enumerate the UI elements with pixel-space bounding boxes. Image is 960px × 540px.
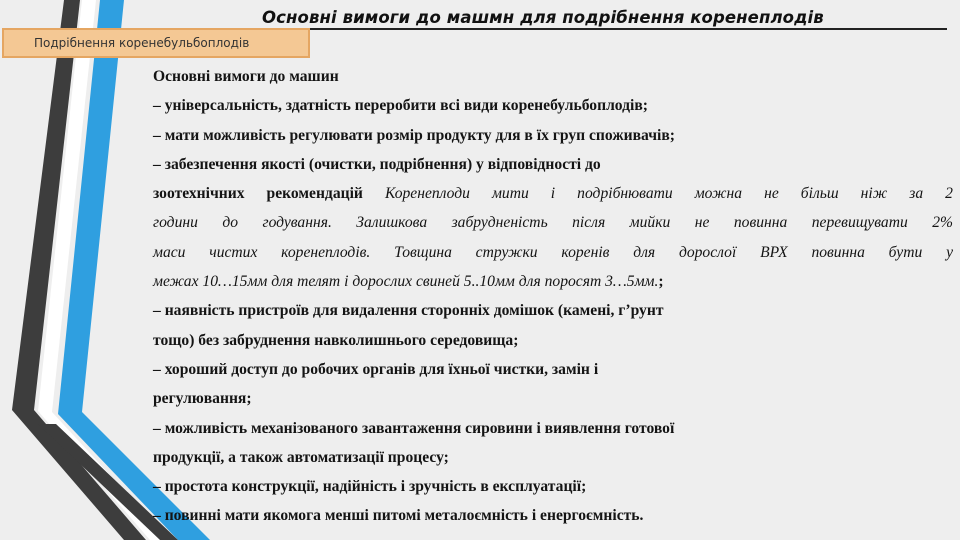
title-underline xyxy=(265,28,947,30)
body-line: тощо) без забруднення навколишнього середовища; xyxy=(153,331,519,349)
body-line: Основні вимоги до машин xyxy=(153,68,339,85)
body-line: – повинні мати якомога менші питомі металоємність і енергоємність. xyxy=(153,507,644,525)
body-line xyxy=(153,267,953,296)
slide-body xyxy=(153,62,953,531)
body-line: – простота конструкції, надійність і зручність в експлуатації; xyxy=(153,478,587,496)
body-line: продукції, а також автоматизації процесу; xyxy=(153,448,449,466)
body-line-italic: години до годування. Залишкова забрудненість після мийки не повинна перевищувати 2% xyxy=(153,214,953,232)
body-line: – хороший доступ до робочих органів для їхньої чистки, замін і xyxy=(153,360,599,378)
body-line-italic: маси чистих коренеплодів. Товщина стружки коренів для дорослої ВРХ повинна бути у xyxy=(153,243,953,261)
body-line: – наявність пристроїв для видалення сторонніх домішок (камені, г’рунт xyxy=(153,302,664,320)
body-line: – мати можливість регулювати розмір продукту для в їх груп споживачів; xyxy=(153,126,675,144)
body-line: – забезпечення якості (очистки, подрібнення) у відповідності до xyxy=(153,155,601,173)
body-line: – універсальність, здатність переробити всі види коренебульбоплодів; xyxy=(153,97,648,115)
body-line: – можливість механізованого завантаження сировини і виявлення готової xyxy=(153,419,675,437)
body-line xyxy=(153,179,953,208)
section-tag: Подрібнення коренебульбоплодів xyxy=(2,28,310,58)
body-bold-text: зоотехнічних рекомендацій xyxy=(153,185,363,203)
body-italic-text: межах 10…15мм для телят і дорослих свиней 5..10мм для поросят 3…5мм. xyxy=(153,273,659,291)
body-line: регулювання; xyxy=(153,390,252,408)
body-bold-text: ; xyxy=(658,273,664,291)
body-italic-text: Коренеплоди мити і подрібнювати можна не більш ніж за 2 xyxy=(384,185,953,203)
slide-title: Основні вимоги до машмн для подрібнення коренеплодів xyxy=(262,8,824,27)
